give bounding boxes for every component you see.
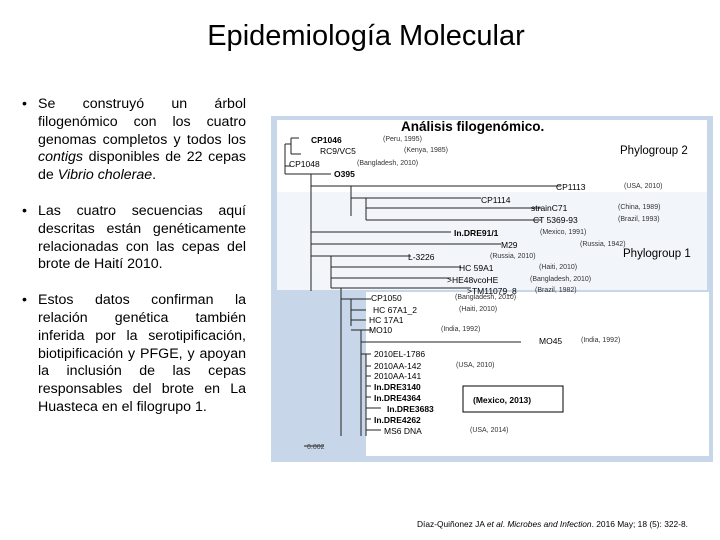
strain-label: O395 [334, 169, 355, 179]
bullet-2-text: Las cuatro secuencias aquí descritas están genéticamente relacionadas con las cepas del brote de Haití 2010. [38, 202, 246, 273]
slide-title: Epidemiología Molecular [207, 20, 525, 52]
phylogroup-1-label: Phylogroup 1 [623, 248, 691, 260]
bullet-item-3 [22, 292, 246, 417]
strain-note: (Russia, 1942) [580, 241, 626, 248]
bullet-3-text: Estos datos confirman la relación genética también inferida por la serotipificación, biotipificación y PFGE, y apoyan la inclusión de las cepas responsables del brote en La Huasteca en el filogrupo 1. [38, 292, 246, 415]
phylogroup-2-label: Phylogroup 2 [620, 145, 688, 157]
bullet-1-text: Se construyó un árbol filogenómico con los cuatro genomas completos y todos los contigs disponibles de 22 cepas de Vibrio cholerae. [38, 96, 246, 184]
strain-note: (Brazil, 1993) [618, 216, 660, 223]
strain-label: In.DRE3140 [374, 382, 421, 392]
strain-label: M29 [501, 240, 518, 250]
strain-label: In.DRE4364 [374, 393, 421, 403]
strain-note: (Russia, 2010) [490, 253, 536, 260]
citation: Díaz-Quiñonez JA et al. Microbes and Infection. 2016 May; 18 (5): 322-8. [417, 519, 688, 529]
bullet-symbol: • [22, 292, 27, 309]
strain-label: L-3226 [408, 252, 435, 262]
strain-label: HC 67A1_2 [373, 305, 417, 315]
strain-note: (China, 1989) [618, 204, 661, 211]
strain-label: MS6 DNA [384, 426, 422, 436]
strain-note: (USA, 2014) [470, 427, 509, 434]
strain-note: (Kenya, 1985) [404, 147, 448, 154]
bullet-item-1 [22, 96, 246, 185]
strain-label: 2010AA-141 [374, 371, 422, 381]
strain-note: (Brazil, 1982) [535, 287, 577, 294]
strain-label: 2010AA-142 [374, 361, 422, 371]
highlight-note: (Mexico, 2013) [473, 395, 532, 405]
strain-label: MO45 [539, 336, 563, 346]
strain-label: 2010EL-1786 [374, 349, 426, 359]
bullet-symbol: • [22, 96, 27, 112]
scale-bar-label: 0.002 [307, 444, 325, 451]
strain-note: (Mexico, 1991) [540, 229, 587, 236]
strain-note: (India, 1992) [581, 337, 621, 344]
strain-note: (Bangladesh, 2010) [357, 160, 419, 167]
strain-label: CP1114 [481, 195, 511, 205]
bullet-list [22, 96, 246, 435]
strain-label: CP1050 [371, 293, 402, 303]
strain-label: In.DRE3683 [387, 404, 434, 414]
bullet-item-2 [22, 203, 246, 274]
strain-label: RC9/VC5 [320, 146, 356, 156]
citation-authors: Díaz-Quiñonez JA [417, 519, 487, 529]
strain-label: In.DRE91/1 [454, 228, 499, 238]
strain-label: In.DRE4262 [374, 415, 421, 425]
strain-label: HC 59A1 [459, 263, 494, 273]
strain-label: >TM11079_8 [467, 286, 517, 296]
strain-note: (India, 1992) [441, 326, 481, 333]
citation-etal: et al [486, 519, 503, 529]
citation-details: . 2016 May; 18 (5): 322-8. [591, 519, 688, 529]
strain-note: (Bangladesh, 2010) [455, 294, 517, 301]
strain-label: CT 5369-93 [533, 215, 578, 225]
phylogenomic-figure [271, 116, 713, 462]
figure-title: Análisis filogenómico. [401, 119, 545, 134]
strain-label: CP1048 [289, 159, 320, 169]
strain-note: (USA, 2010) [624, 183, 663, 190]
bullet-1-emphasis-contigs: contigs [38, 149, 83, 166]
strain-note: (Haiti, 2010) [459, 306, 498, 313]
strain-label: >HE48vcoHE [447, 275, 499, 285]
strain-note: (Haiti, 2010) [539, 264, 578, 271]
strain-label: HC 17A1 [369, 315, 404, 325]
bullet-symbol: • [22, 202, 27, 219]
strain-note: (Bangladesh, 2010) [530, 276, 592, 283]
strain-label: CP1046 [311, 135, 342, 145]
strain-label: strainC71 [531, 203, 568, 213]
strain-label: CP1113 [556, 182, 586, 192]
strain-label: MO10 [369, 325, 393, 335]
strain-note: (Peru, 1995) [383, 136, 422, 143]
citation-journal: Microbes and Infection [507, 519, 592, 529]
strain-note: (USA, 2010) [456, 362, 495, 369]
bullet-1-emphasis-species: Vibrio cholerae [57, 167, 153, 184]
